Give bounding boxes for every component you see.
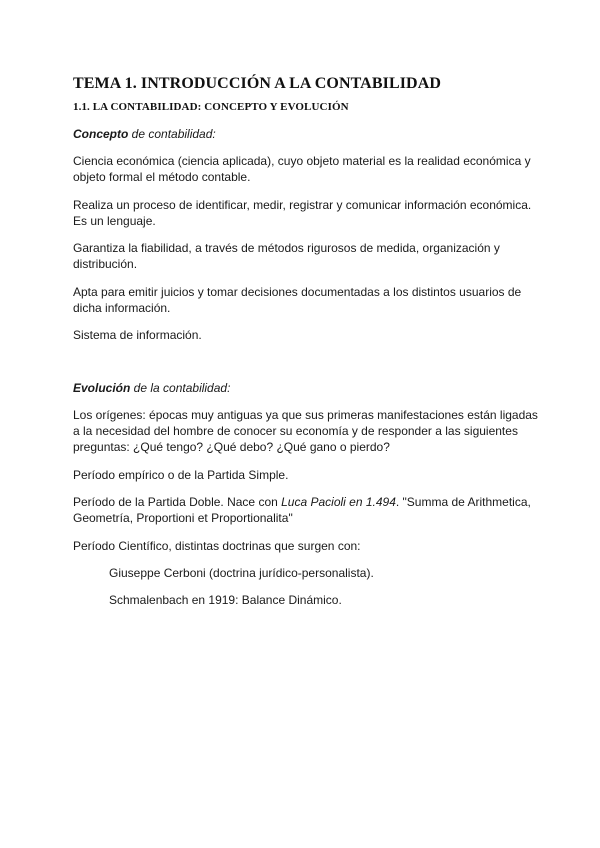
evolucion-heading-bold: Evolución bbox=[73, 381, 131, 395]
concepto-paragraph: Apta para emitir juicios y tomar decisiones documentadas a los distintos usuarios de dicha información. bbox=[73, 285, 522, 315]
list-item: Schmalenbach en 1919: Balance Dinámico. bbox=[109, 593, 342, 607]
concepto-heading bbox=[73, 126, 543, 142]
section-subtitle: 1.1. LA CONTABILIDAD: CONCEPTO Y EVOLUCIÓN bbox=[73, 101, 349, 113]
evolucion-paragraph: Período empírico o de la Partida Simple. bbox=[73, 468, 289, 482]
concepto-paragraph: Sistema de información. bbox=[73, 328, 202, 342]
concepto-paragraph: Ciencia económica (ciencia aplicada), cuyo objeto material es la realidad económica y objeto formal el método contable. bbox=[73, 154, 531, 184]
p3-italic: Luca Pacioli en 1.494 bbox=[281, 495, 396, 509]
p3-text-a: Período de la Partida Doble. Nace con bbox=[73, 495, 282, 509]
evolucion-paragraph bbox=[73, 494, 543, 526]
evolucion-paragraph: Los orígenes: épocas muy antiguas ya que sus primeras manifestaciones están ligadas a la necesidad del hombre de conocer su economía y de responder a las siguientes preguntas: ¿Qué tengo? ¿Qué debo? ¿Qué gano o pierdo? bbox=[73, 408, 538, 454]
concepto-heading-bold: Concepto bbox=[73, 127, 129, 141]
document-title: TEMA 1. INTRODUCCIÓN A LA CONTABILIDAD bbox=[73, 75, 442, 92]
p3-text-b: . "Summa de Arithmetica, Geometría, Proportioni et Proportionalita" bbox=[73, 495, 531, 525]
list-item: Giuseppe Cerboni (doctrina jurídico-personalista). bbox=[109, 566, 374, 580]
concepto-paragraph: Realiza un proceso de identificar, medir, registrar y comunicar información económica. Es un lenguaje. bbox=[73, 198, 532, 228]
evolucion-heading-rest: de la contabilidad: bbox=[130, 381, 231, 395]
concepto-paragraph: Garantiza la fiabilidad, a través de métodos rigurosos de medida, organización y distribución. bbox=[73, 241, 500, 271]
concepto-heading-rest: de contabilidad: bbox=[128, 127, 216, 141]
evolucion-paragraph: Período Científico, distintas doctrinas que surgen con: bbox=[73, 539, 361, 553]
evolucion-heading bbox=[73, 380, 543, 396]
